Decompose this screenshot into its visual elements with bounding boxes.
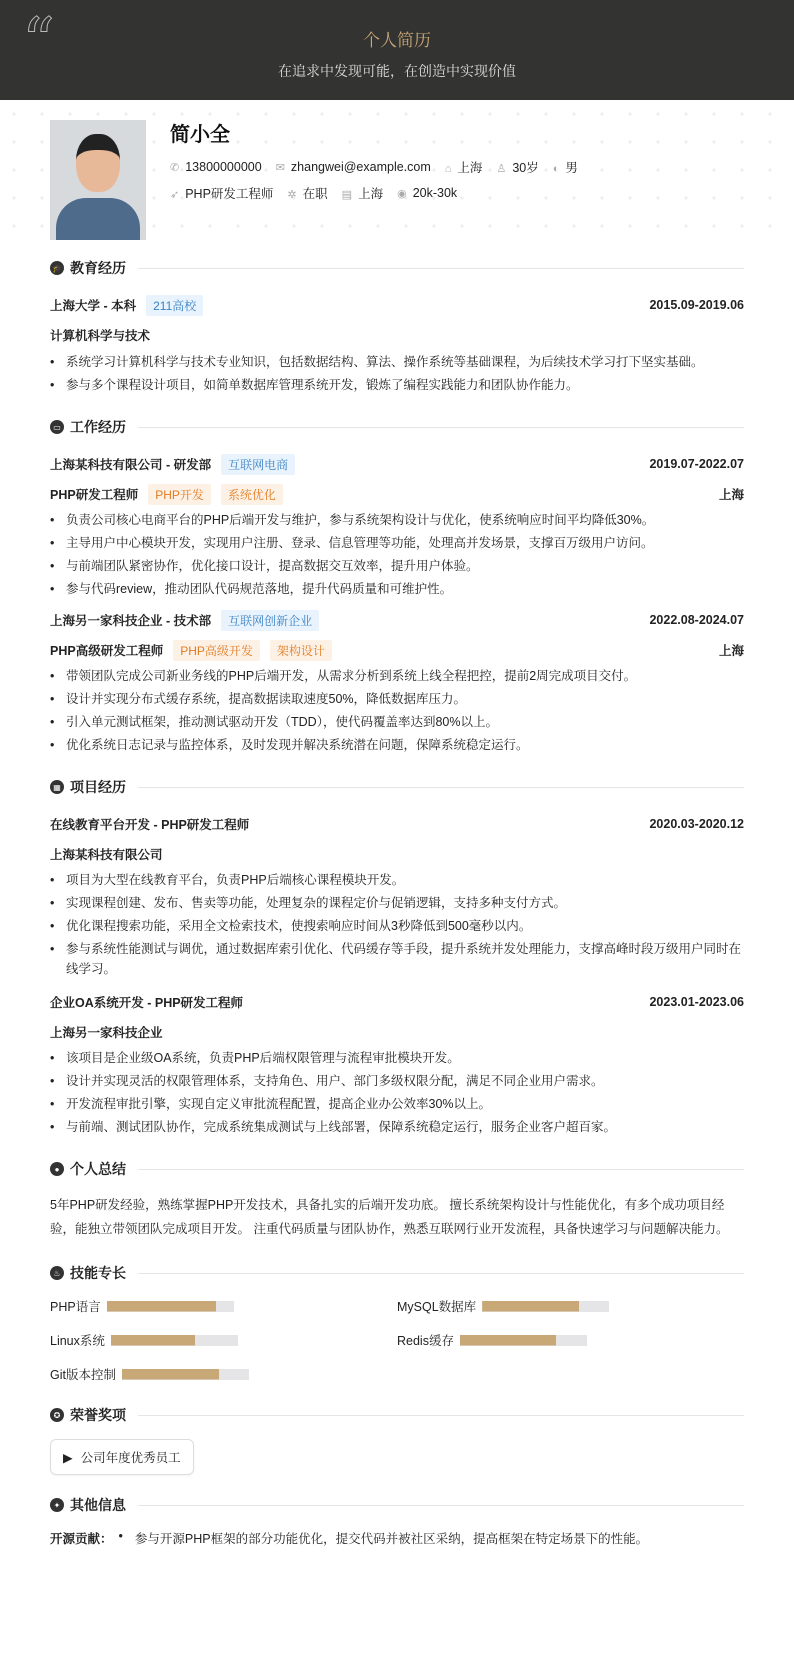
company: 上海某科技有限公司 - 研发部 xyxy=(50,458,212,472)
industry-tag: 互联网创新企业 xyxy=(221,610,319,631)
contact-row xyxy=(170,158,578,176)
section-awards xyxy=(50,1405,744,1425)
job-city: 上海 xyxy=(718,488,744,502)
skill-bar-fill xyxy=(460,1335,557,1346)
list-item: • 开发流程审批引擎，实现自定义审批流程配置，提高企业办公效率30%以上。 xyxy=(50,1094,744,1114)
home-icon: ⌂ xyxy=(444,163,452,175)
list-item: • 引入单元测试框架，推动测试驱动开发（TDD），使代码覆盖率达到80%以上。 xyxy=(50,712,744,732)
project-entry xyxy=(50,811,744,979)
list-item: • 参与多个课程设计项目，如简单数据库管理系统开发，锻炼了编程实践能力和团队协作能力。 xyxy=(50,375,744,395)
list-item: • 与前端、测试团队协作，完成系统集成测试与上线部署，保障系统稳定运行，服务企业客户超百家。 xyxy=(50,1117,744,1137)
summary-text: 5年PHP研发经验，熟练掌握PHP开发技术，具备扎实的后端开发功底。 擅长系统架构设计与性能优化，有多个成功项目经验，能独立带领团队完成项目开发。 注重代码质量与团队协作，熟悉互联网行业开发流程，具备快速学习与问题解决能力。 xyxy=(50,1198,729,1236)
project-company: 上海另一家科技企业 xyxy=(50,1026,163,1040)
salary: 20k-30k xyxy=(412,186,458,200)
skill-bar xyxy=(111,1335,238,1346)
project-entry xyxy=(50,989,744,1137)
section-title: 教育经历 xyxy=(70,260,126,276)
gender: 男 xyxy=(565,161,578,175)
building-icon: ▤ xyxy=(341,189,353,201)
project-name: 在线教育平台开发 - PHP研发工程师 xyxy=(50,818,250,832)
major: 计算机科学与技术 xyxy=(50,329,151,343)
school: 上海大学 - 本科 xyxy=(50,299,137,313)
section-title: 荣誉奖项 xyxy=(70,1407,126,1423)
list-item: • 系统学习计算机科学与技术专业知识，包括数据结构、算法、操作系统等基础课程，为后续技术学习打下坚实基础。 xyxy=(50,352,744,372)
other-label: 开源贡献： xyxy=(50,1532,113,1546)
skill-item xyxy=(50,1297,397,1315)
section-summary xyxy=(50,1159,744,1179)
age: 30岁 xyxy=(512,161,539,175)
star-icon: ✦ xyxy=(50,1498,64,1512)
section-work xyxy=(50,417,744,437)
page-subtitle: 在追求中发现可能，在创造中实现价值 xyxy=(278,63,516,79)
skill-name: Git版本控制 xyxy=(50,1368,116,1382)
award-item xyxy=(50,1439,194,1475)
profile xyxy=(0,100,794,250)
job-date: 2019.07-2022.07 xyxy=(649,457,744,471)
status-icon: ✲ xyxy=(287,189,297,201)
city: 上海 xyxy=(457,161,483,175)
skill-bar xyxy=(122,1369,249,1380)
list-item: • 主导用户中心模块开发，实现用户注册、登录、信息管理等功能，处理高并发场景，支撑百万级用户访问。 xyxy=(50,533,744,553)
skill-tag: PHP开发 xyxy=(148,484,211,505)
company: 上海另一家科技企业 - 技术部 xyxy=(50,614,212,628)
skill-bar-fill xyxy=(111,1335,195,1346)
play-icon: ▶ xyxy=(63,1450,73,1465)
job-city: 上海 xyxy=(718,644,744,658)
skill-bar-fill xyxy=(482,1301,579,1312)
skill-name: PHP语言 xyxy=(50,1300,101,1314)
list-item: • 参与系统性能测试与调优，通过数据库索引优化、代码缓存等手段，提升系统并发处理能力，支撑高峰时段万级用户同时在线学习。 xyxy=(50,939,744,979)
skill-tag: 系统优化 xyxy=(221,484,283,505)
role: PHP研发工程师 xyxy=(50,488,139,502)
phone: 13800000000 xyxy=(185,160,262,174)
skill-item xyxy=(397,1297,744,1315)
grid-icon: ▦ xyxy=(50,780,64,794)
gender-icon: ◐ xyxy=(552,163,560,175)
section-title: 技能专长 xyxy=(70,1265,126,1281)
industry-tag: 互联网电商 xyxy=(221,454,295,475)
skill-tag: PHP高级开发 xyxy=(173,640,260,661)
list-item: • 设计并实现灵活的权限管理体系，支持角色、用户、部门多级权限分配，满足不同企业用户需求。 xyxy=(50,1071,744,1091)
email: zhangwei@example.com xyxy=(290,160,431,174)
age-icon: ♙ xyxy=(496,163,507,175)
list-item: • 优化课程搜索功能，采用全文检索技术，使搜索响应时间从3秒降低到500毫秒以内。 xyxy=(50,916,744,936)
phone-icon: ✆ xyxy=(170,162,180,174)
user-icon: ● xyxy=(50,1162,64,1176)
role: PHP高级研发工程师 xyxy=(50,644,164,658)
job-row xyxy=(170,184,457,202)
page-title: 个人简历 xyxy=(363,31,431,50)
list-item: • 参与代码review，推动团队代码规范落地，提升代码质量和可维护性。 xyxy=(50,579,744,599)
briefcase-icon: ▭ xyxy=(50,420,64,434)
flame-icon: ♨ xyxy=(50,1266,64,1280)
skill-tag: 架构设计 xyxy=(270,640,332,661)
section-education xyxy=(50,258,744,278)
name: 简小全 xyxy=(170,124,230,146)
award-icon: ✪ xyxy=(50,1408,64,1422)
project-company: 上海某科技有限公司 xyxy=(50,848,163,862)
job-date: 2022.08-2024.07 xyxy=(649,613,744,627)
quote-icon: “ xyxy=(22,5,55,79)
skill-item xyxy=(50,1365,397,1383)
section-title: 其他信息 xyxy=(70,1497,126,1513)
avatar xyxy=(50,120,146,240)
section-title: 项目经历 xyxy=(70,779,126,795)
skill-item xyxy=(397,1331,744,1349)
list-item: • 实现课程创建、发布、售卖等功能，处理复杂的课程定价与促销逻辑，支持多种支付方式。 xyxy=(50,893,744,913)
skill-name: Linux系统 xyxy=(50,1334,105,1348)
skill-bar xyxy=(460,1335,587,1346)
skill-bar-fill xyxy=(122,1369,219,1380)
header xyxy=(0,0,794,100)
project-date: 2020.03-2020.12 xyxy=(649,817,744,831)
send-icon: ➶ xyxy=(170,189,180,201)
edu-date: 2015.09-2019.06 xyxy=(649,298,744,312)
list-item: • 项目为大型在线教育平台，负责PHP后端核心课程模块开发。 xyxy=(50,870,744,890)
section-other xyxy=(50,1495,744,1515)
skill-name: MySQL数据库 xyxy=(397,1300,477,1314)
list-item: • 负责公司核心电商平台的PHP后端开发与维护，参与系统架构设计与优化，使系统响应时间平均降低30%。 xyxy=(50,510,744,530)
list-item: • 该项目是企业级OA系统，负责PHP后端权限管理与流程审批模块开发。 xyxy=(50,1048,744,1068)
project-name: 企业OA系统开发 - PHP研发工程师 xyxy=(50,996,244,1010)
job-entry xyxy=(50,451,744,599)
graduation-icon: 🎓 xyxy=(50,261,64,275)
work-city: 上海 xyxy=(358,187,384,201)
skill-name: Redis缓存 xyxy=(397,1334,454,1348)
status: 在职 xyxy=(302,187,328,201)
section-projects xyxy=(50,777,744,797)
skill-bar-fill xyxy=(107,1301,216,1312)
section-title: 工作经历 xyxy=(70,419,126,435)
section-skills xyxy=(50,1263,744,1283)
other-text: 参与开源PHP框架的部分功能优化，提交代码并被社区采纳，提高框架在特定场景下的性能。 xyxy=(134,1532,649,1546)
job-entry xyxy=(50,607,744,755)
skill-bar xyxy=(482,1301,609,1312)
position: PHP研发工程师 xyxy=(185,187,274,201)
section-title: 个人总结 xyxy=(70,1161,126,1177)
award-label: 公司年度优秀员工 xyxy=(80,1451,181,1465)
project-date: 2023.01-2023.06 xyxy=(649,995,744,1009)
list-item: • 设计并实现分布式缓存系统，提高数据读取速度50%，降低数据库压力。 xyxy=(50,689,744,709)
list-item: • 优化系统日志记录与监控体系，及时发现并解决系统潜在问题，保障系统稳定运行。 xyxy=(50,735,744,755)
list-item: • 与前端团队紧密协作，优化接口设计，提高数据交互效率，提升用户体验。 xyxy=(50,556,744,576)
school-tag: 211高校 xyxy=(146,295,203,316)
list-item: • 带领团队完成公司新业务线的PHP后端开发，从需求分析到系统上线全程把控，提前2周完成项目交付。 xyxy=(50,666,744,686)
skill-item xyxy=(50,1331,397,1349)
salary-icon: ◉ xyxy=(397,188,407,200)
skill-bar xyxy=(107,1301,234,1312)
email-icon: ✉ xyxy=(275,162,285,174)
